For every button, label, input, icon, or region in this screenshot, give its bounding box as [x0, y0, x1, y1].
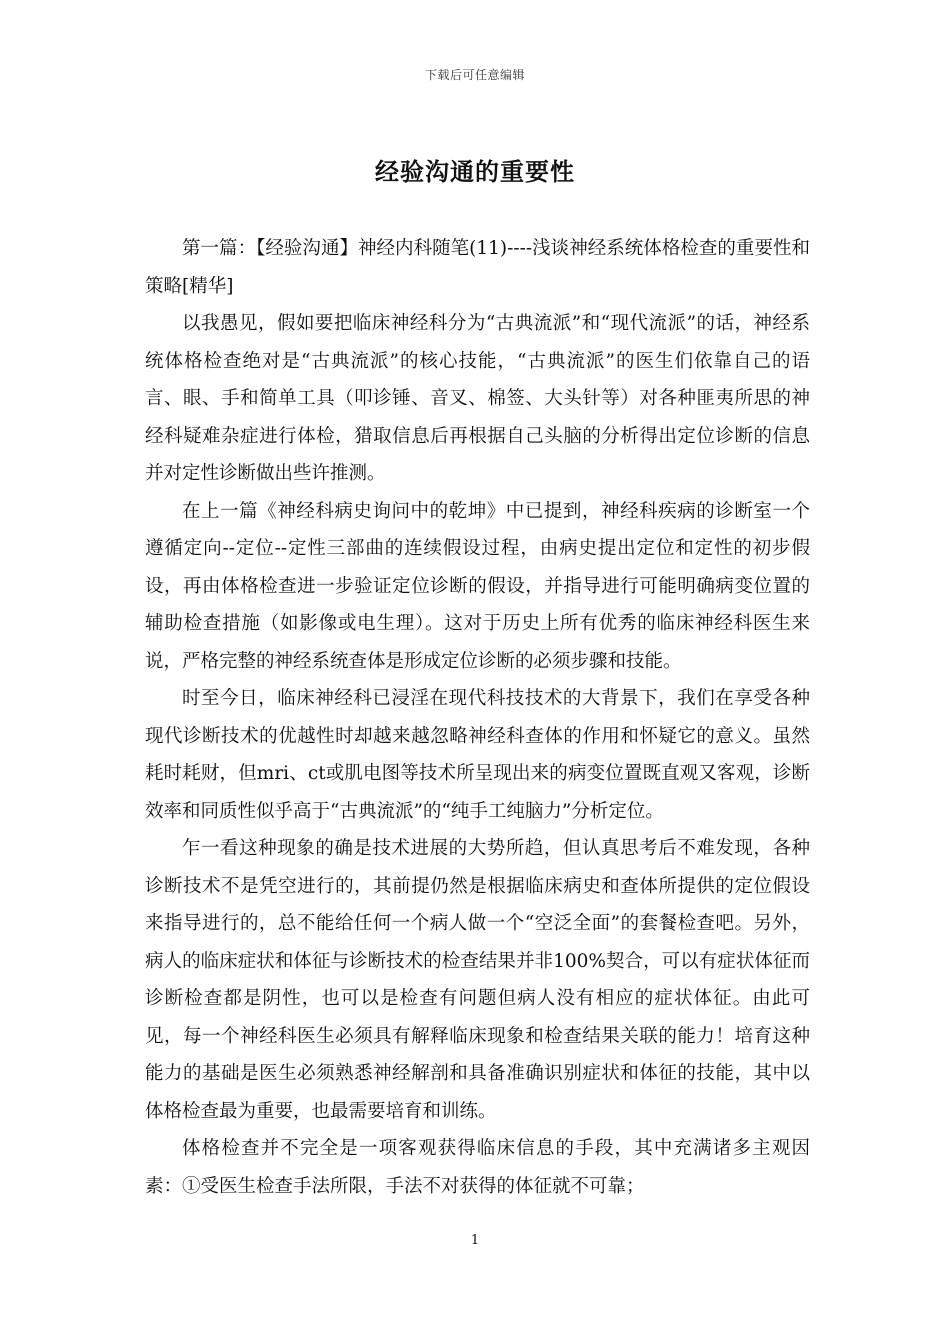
paragraph: 体格检查并不完全是一项客观获得临床信息的手段，其中充满诸多主观因素：①受医生检查手法所限，手法不对获得的体征就不可靠；	[145, 1138, 810, 1197]
header-note: 下载后可任意编辑	[424, 68, 525, 82]
paragraph: 乍一看这种现象的确是技术进展的大势所趋，但认真思考后不难发现，各种诊断技术不是凭空进行的，其前提仍然是根据临床病史和查体所提供的定位假设来指导进行的，总不能给任何一个病人做一个“空泛全面”的套餐检查吧。另外，病人的临床症状和体征与诊断技术的检查结果并非100%契合，可以有症状体征而诊断检查都是阴性，也可以是检查有问题但病人没有相应的症状体征。由此可见，每一个神经科医生必须具有解释临床现象和检查结果关联的能力！培育这种能力的基础是医生必须熟悉神经解剖和具备准确识别症状和体征的技能，其中以体格检查最为重要，也最需要培育和训练。	[145, 838, 810, 1122]
document-body	[145, 230, 810, 1205]
paragraph: 第一篇：【经验沟通】神经内科随笔(11)----浅谈神经系统体格检查的重要性和策略[精华]	[145, 238, 810, 297]
paragraph: 时至今日，临床神经科已浸淫在现代科技技术的大背景下，我们在享受各种现代诊断技术的优越性时却越来越忽略神经科查体的作用和怀疑它的意义。虽然耗时耗财，但mri、ct或肌电图等技术所呈现出来的病变位置既直观又客观，诊断效率和同质性似乎高于“古典流派”的“纯手工纯脑力”分析定位。	[145, 688, 810, 822]
page-number: 1	[470, 1233, 480, 1248]
document-title: 经验沟通的重要性	[375, 157, 575, 186]
paragraph: 以我愚见，假如要把临床神经科分为“古典流派”和“现代流派”的话，神经系统体格检查绝对是“古典流派”的核心技能，“古典流派”的医生们依靠自己的语言、眼、手和简单工具（叩诊锤、音叉、棉签、大头针等）对各种匪夷所思的神经科疑难杂症进行体检，猎取信息后再根据自己头脑的分析得出定位诊断的信息并对定性诊断做出些许推测。	[145, 313, 810, 484]
paragraph: 在上一篇《神经科病史询问中的乾坤》中已提到，神经科疾病的诊断室一个遵循定向--定位--定性三部曲的连续假设过程，由病史提出定位和定性的初步假设，再由体格检查进一步验证定位诊断的假设，并指导进行可能明确病变位置的辅助检查措施（如影像或电生理）。这对于历史上所有优秀的临床神经科医生来说，严格完整的神经系统查体是形成定位诊断的必须步骤和技能。	[145, 500, 810, 672]
